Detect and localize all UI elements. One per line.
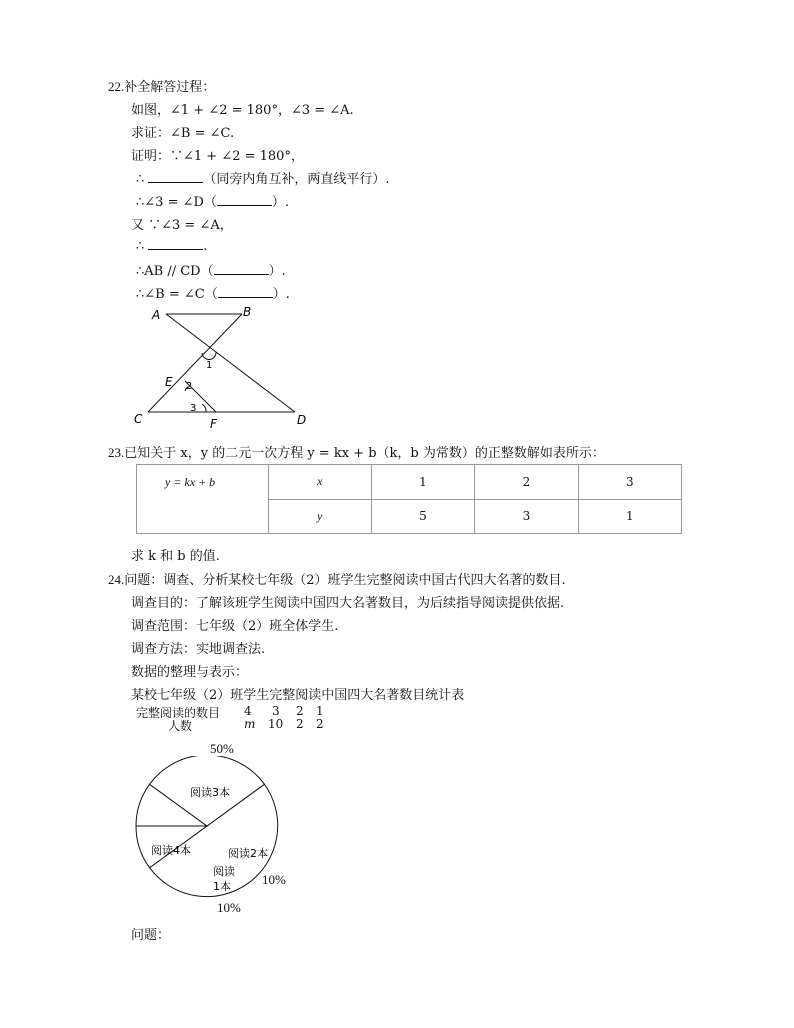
stat-value: 3 <box>272 704 280 718</box>
segment-bc <box>148 314 242 412</box>
stat-value: 2 <box>296 717 304 731</box>
q22-title: 补全解答过程： <box>124 80 216 95</box>
answer-blank[interactable] <box>148 170 203 183</box>
q24-purpose: 调查目的：了解该班学生阅读中国四大名著数目，为后续指导阅读提供依据. <box>131 596 565 611</box>
answer-blank[interactable] <box>214 262 269 275</box>
q22-proof-start: 证明：∵∠1 + ∠2 = 180°， <box>131 149 304 164</box>
row-y-label: y <box>268 499 371 534</box>
q22-given: 如图，∠1 + ∠2 = 180°，∠3 = ∠A. <box>131 103 354 118</box>
solution-table <box>136 464 682 534</box>
label-f: F <box>210 417 217 431</box>
pie-label-3: 阅读3本 <box>190 786 230 799</box>
angle-label-1: 1 <box>206 360 213 371</box>
therefore-symbol: ∴ <box>136 239 145 254</box>
q22-heading <box>108 76 215 95</box>
x-value-cell: 2 <box>475 465 578 500</box>
answer-blank[interactable] <box>217 193 272 206</box>
stat-row-people-label: 人数 <box>168 719 193 733</box>
q22-line4 <box>136 237 208 254</box>
q23-text: 已知关于 x，y 的二元一次方程 y = kx + b（k，b 为常数）的正整数解如表所示： <box>124 446 605 461</box>
question-number: 22. <box>108 79 125 94</box>
q24-table-title: 某校七年级（2）班学生完整阅读中国四大名著数目统计表 <box>131 688 465 703</box>
q24-method: 调查方法：实地调查法. <box>131 642 266 657</box>
stat-value: 2 <box>316 717 324 731</box>
answer-blank[interactable] <box>218 285 273 298</box>
therefore-symbol: ∴ <box>136 172 145 187</box>
q24-data-title: 数据的整理与表示： <box>131 665 249 680</box>
q24-scope: 调查范围：七年级（2）班全体学生. <box>131 619 339 634</box>
q24-problem: 问题：调查、分析某校七年级（2）班学生完整阅读中国古代四大名著的数目. <box>124 573 566 588</box>
pie-annotation: 10% <box>217 900 241 915</box>
q22-line5 <box>136 260 286 279</box>
y-value-cell: 3 <box>475 499 578 534</box>
label-a: A <box>152 308 161 322</box>
stat-row-count-label: 完整阅读的数目 <box>136 706 221 720</box>
pie-label-1b: 1本 <box>213 880 231 893</box>
q22-line2 <box>136 191 289 210</box>
question-number: 23. <box>108 445 125 460</box>
question-number: 24. <box>108 572 125 587</box>
angle-label-2: 2 <box>186 381 193 392</box>
pie-label-1a: 阅读 <box>213 865 235 878</box>
stat-value: 4 <box>244 704 252 718</box>
q22-line1 <box>136 168 390 187</box>
pie-label-2: 阅读2本 <box>228 847 268 860</box>
pie-slices <box>136 756 278 897</box>
row-x-label: x <box>268 465 371 500</box>
statement-close: . <box>203 239 208 254</box>
segment-ad <box>166 314 295 412</box>
q23-heading <box>108 442 605 461</box>
pie-annotation: 10% <box>262 872 286 887</box>
stat-value: m <box>244 717 256 731</box>
stat-value: 1 <box>316 704 324 718</box>
q23-ask: 求 k 和 b 的值. <box>131 549 220 564</box>
statement-text: ∴AB // CD（ <box>136 264 214 279</box>
q22-line6 <box>136 283 290 302</box>
statement-text: ∴∠3 = ∠D（ <box>136 195 217 210</box>
table-header-cell: y = kx + b <box>137 465 269 534</box>
label-d: D <box>297 413 307 427</box>
label-b: B <box>243 305 252 319</box>
answer-blank[interactable] <box>148 237 203 250</box>
pie-annotation: 50% <box>210 741 234 756</box>
q24-heading <box>108 569 566 588</box>
x-value-cell: 1 <box>371 465 474 500</box>
statement-text: ∴∠B = ∠C（ <box>136 287 218 302</box>
q22-prove: 求证：∠B = ∠C. <box>131 126 235 141</box>
y-value-cell: 1 <box>578 499 681 534</box>
reason-text: （同旁内角互补，两直线平行）. <box>203 172 390 187</box>
statement-close: ）. <box>271 195 290 210</box>
stat-value: 10 <box>268 717 284 731</box>
y-value-cell: 5 <box>371 499 474 534</box>
pie-label-4: 阅读4本 <box>151 844 191 857</box>
stat-value: 2 <box>296 704 304 718</box>
label-c: C <box>134 412 143 426</box>
geometry-figure <box>130 303 330 433</box>
x-value-cell: 3 <box>578 465 681 500</box>
angle-label-3: 3 <box>190 403 197 414</box>
q22-line3: 又 ∵∠3 = ∠A， <box>131 218 233 233</box>
statement-close: ）. <box>272 287 290 302</box>
q24-question-label: 问题： <box>131 928 171 943</box>
statement-close: ）. <box>268 264 286 279</box>
angle-3-arc <box>202 404 206 412</box>
label-e: E <box>165 375 173 389</box>
